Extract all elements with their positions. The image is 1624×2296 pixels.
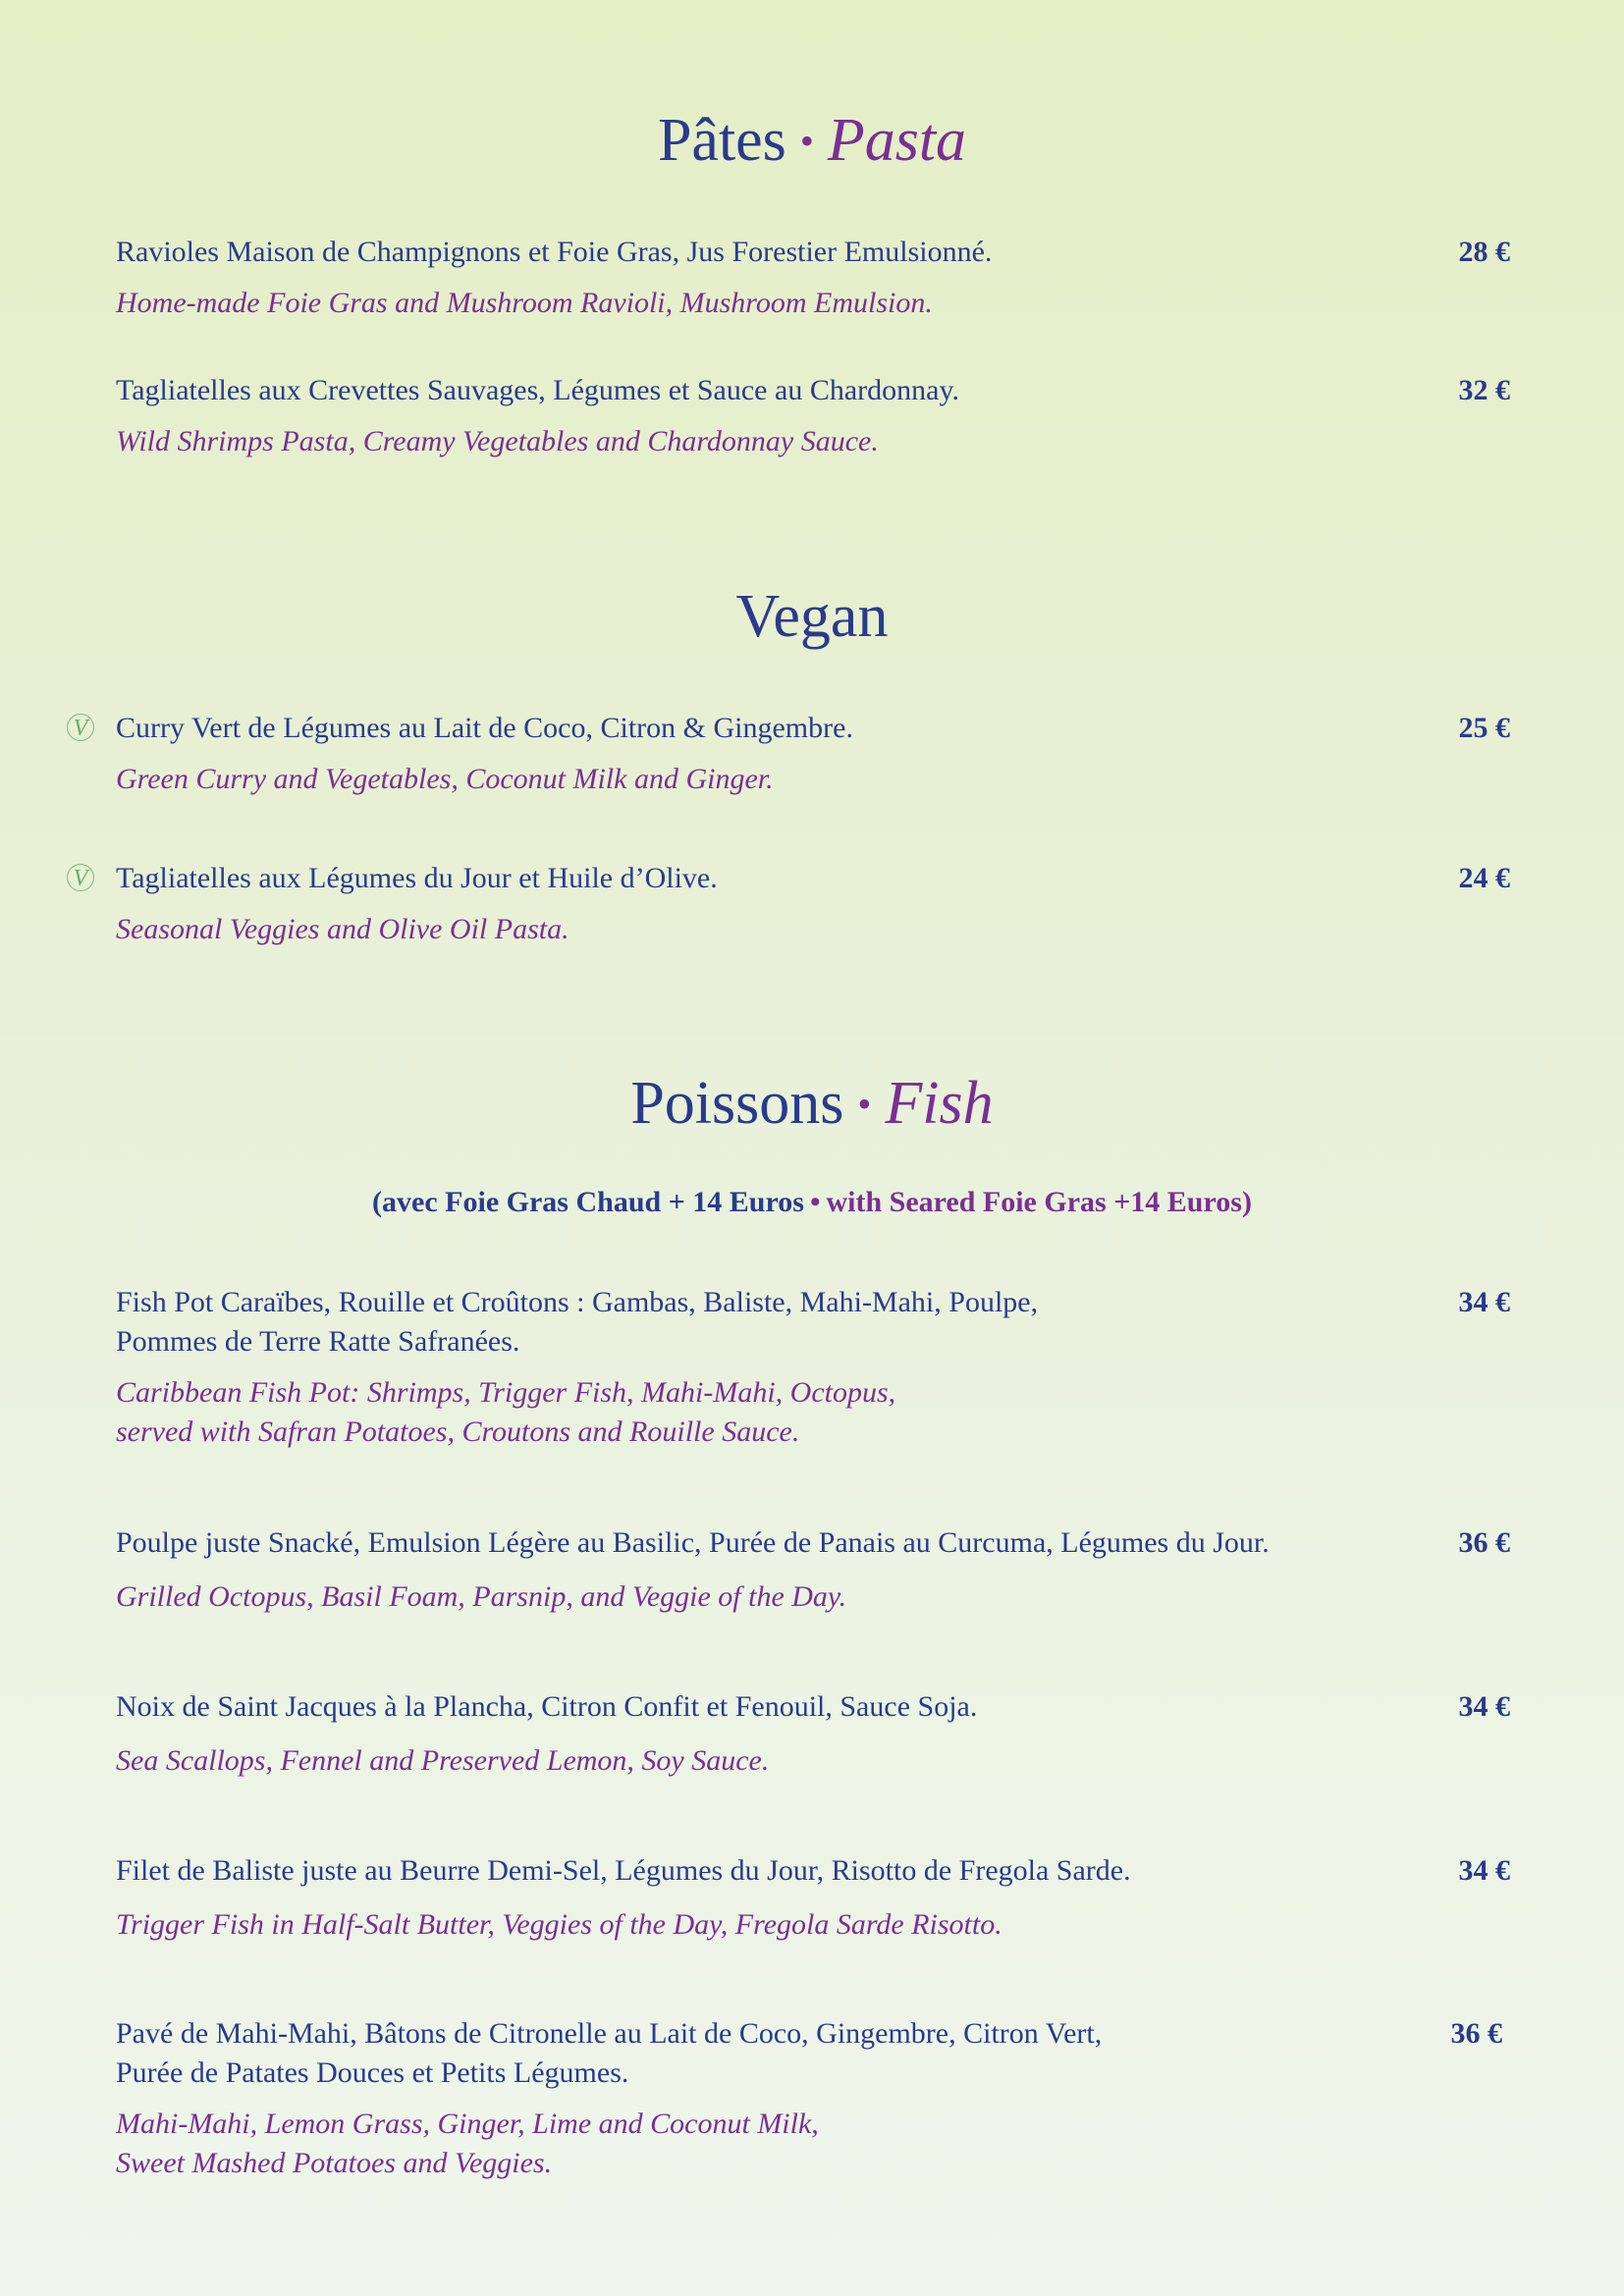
title-en: Fish <box>885 1070 994 1137</box>
title-separator: • <box>857 1082 872 1127</box>
menu-item <box>73 709 1510 799</box>
note-fr: (avec Foie Gras Chaud + 14 Euros <box>372 1186 804 1218</box>
menu-item <box>116 1851 1510 1945</box>
item-name-en: Trigger Fish in Half-Salt Butter, Veggies of the Day, Fregola Sarde Risotto. <box>116 1908 1002 1941</box>
item-name-en: Green Curry and Vegetables, Coconut Milk and Ginger. <box>116 763 774 795</box>
vegan-badge-icon: V <box>67 864 94 891</box>
item-name-en: Grilled Octopus, Basil Foam, Parsnip, and Veggie of the Day. <box>116 1580 847 1613</box>
item-price: 28 € <box>1458 236 1510 268</box>
item-price: 32 € <box>1458 374 1510 406</box>
vegan-badge-icon: V <box>67 714 94 741</box>
note-en: with Seared Foie Gras +14 Euros) <box>826 1186 1252 1218</box>
menu-item <box>116 1687 1510 1781</box>
title-fr: Pâtes <box>657 107 786 174</box>
item-name-en: Home-made Foie Gras and Mushroom Ravioli, Mushroom Emulsion. <box>116 287 933 319</box>
menu-item <box>73 859 1510 949</box>
menu-item <box>116 1283 1510 1452</box>
title-fr: Vegan <box>735 583 889 650</box>
item-name-en: Wild Shrimps Pasta, Creamy Vegetables and Chardonnay Sauce. <box>116 425 879 457</box>
title-en: Pasta <box>827 107 967 174</box>
item-name-fr: Pavé de Mahi-Mahi, Bâtons de Citronelle au Lait de Coco, Gingembre, Citron Vert, Purée de Patates Douces et Petits Légumes. <box>116 2017 1103 2089</box>
item-name-fr: Curry Vert de Légumes au Lait de Coco, Citron & Gingembre. <box>116 712 853 744</box>
menu-item <box>116 233 1510 323</box>
item-name-fr: Ravioles Maison de Champignons et Foie Gras, Jus Forestier Emulsionné. <box>116 236 993 268</box>
item-name-en: Seasonal Veggies and Olive Oil Pasta. <box>116 913 569 945</box>
item-price: 34 € <box>1458 1854 1510 1887</box>
item-price: 34 € <box>1458 1286 1510 1318</box>
item-name-fr: Tagliatelles aux Légumes du Jour et Huile d’Olive. <box>116 862 718 894</box>
menu-item <box>116 2014 1510 2183</box>
item-name-fr: Tagliatelles aux Crevettes Sauvages, Légumes et Sauce au Chardonnay. <box>116 374 959 406</box>
item-price: 25 € <box>1458 712 1510 744</box>
section-title-fish <box>0 1070 1624 1137</box>
section-note <box>0 1188 1624 1217</box>
item-name-fr: Noix de Saint Jacques à la Plancha, Citron Confit et Fenouil, Sauce Soja. <box>116 1690 978 1723</box>
section-title-pasta <box>0 107 1624 174</box>
title-separator: • <box>799 119 814 164</box>
section-title-vegan <box>0 583 1624 650</box>
item-name-fr: Filet de Baliste juste au Beurre Demi-Sel, Légumes du Jour, Risotto de Fregola Sarde. <box>116 1854 1131 1887</box>
menu-item <box>116 1523 1510 1617</box>
item-price: 36 € <box>1450 2017 1502 2050</box>
item-name-fr: Poulpe juste Snacké, Emulsion Légère au Basilic, Purée de Panais au Curcuma, Légumes du Jour. <box>116 1526 1270 1559</box>
title-fr: Poissons <box>630 1070 844 1137</box>
item-name-fr: Fish Pot Caraïbes, Rouille et Croûtons : Gambas, Baliste, Mahi-Mahi, Poulpe, Pommes de Terre Ratte Safranées. <box>116 1286 1039 1358</box>
item-price: 34 € <box>1458 1690 1510 1723</box>
item-name-en: Mahi-Mahi, Lemon Grass, Ginger, Lime and Coconut Milk, Sweet Mashed Potatoes and Veggies. <box>116 2108 819 2179</box>
note-separator: • <box>809 1186 821 1218</box>
item-price: 24 € <box>1458 862 1510 894</box>
item-name-en: Caribbean Fish Pot: Shrimps, Trigger Fish, Mahi-Mahi, Octopus, served with Safran Potatoes, Croutons and Rouille Sauce. <box>116 1376 896 1448</box>
menu-item <box>116 371 1510 461</box>
item-price: 36 € <box>1458 1526 1510 1559</box>
item-name-en: Sea Scallops, Fennel and Preserved Lemon, Soy Sauce. <box>116 1744 770 1777</box>
